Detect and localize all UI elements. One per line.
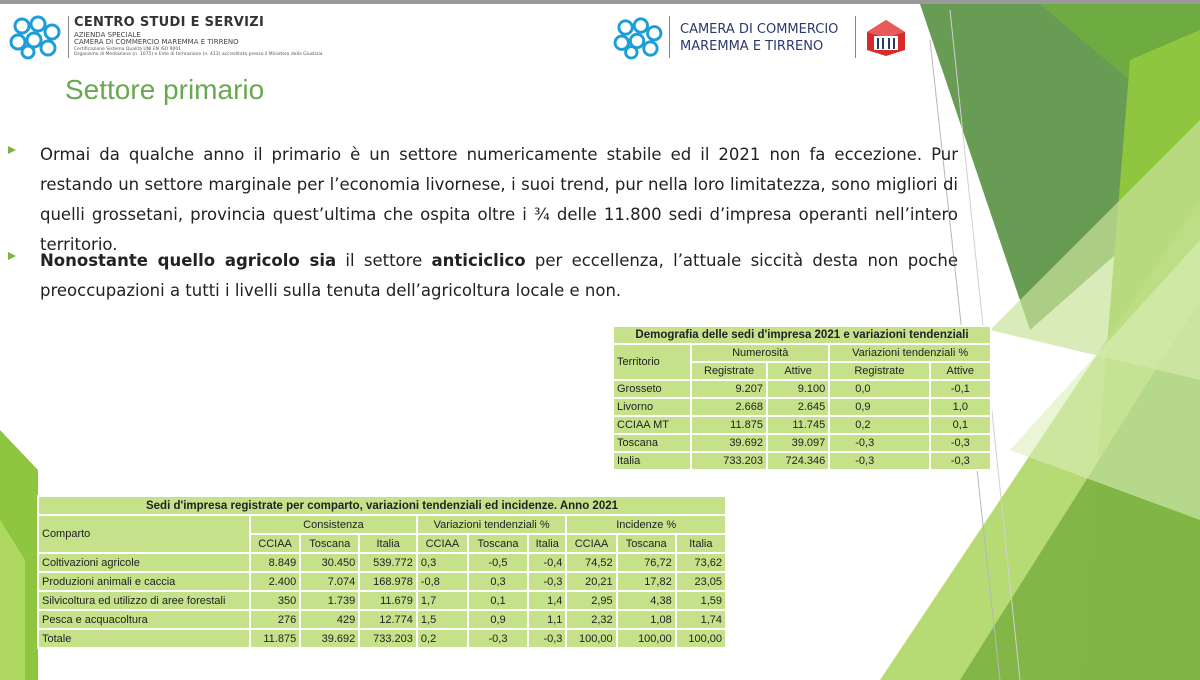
cell-value: 1.739	[300, 591, 359, 610]
cell-value: -0,8	[417, 572, 468, 591]
cell-value: 4,38	[617, 591, 676, 610]
group-header-numerosita: Numerosità	[691, 344, 829, 362]
cell-value: 11.875	[250, 629, 300, 648]
camera-commercio-logo	[612, 14, 912, 62]
subheader-italia: Italia	[676, 534, 726, 553]
cell-value: 1,0	[930, 398, 991, 416]
cell-value: 39.692	[691, 434, 767, 452]
cell-value: 9.100	[767, 380, 829, 398]
centro-studi-line4: Organismo di Mediazione (n. 1075) e Ente di formazione (n. 413) accreditato presso il Ministero della Giustizia	[74, 52, 323, 57]
table-row	[613, 416, 991, 434]
table-row	[38, 553, 726, 572]
cell-value: 73,62	[676, 553, 726, 572]
slide-title: Settore primario	[65, 74, 265, 105]
cell-value: 11.745	[767, 416, 829, 434]
cell-value: 429	[300, 610, 359, 629]
cell-value: 2.400	[250, 572, 300, 591]
table-row-total	[38, 629, 726, 648]
col-header-comparto: Comparto	[38, 515, 250, 553]
cell-value: 12.774	[359, 610, 417, 629]
subheader-toscana: Toscana	[617, 534, 676, 553]
cell-value: 2.645	[767, 398, 829, 416]
cell-territorio: Grosseto	[613, 380, 691, 398]
cell-value: 733.203	[691, 452, 767, 470]
group-header-variazioni: Variazioni tendenziali %	[417, 515, 567, 534]
table-row	[613, 380, 991, 398]
cell-value: 30.450	[300, 553, 359, 572]
camera-commercio-emblem-icon	[612, 16, 664, 60]
demografia-table	[612, 325, 992, 471]
cell-value: 8.849	[250, 553, 300, 572]
cell-value: 39.692	[300, 629, 359, 648]
sedi-table-caption: Sedi d'impresa registrate per comparto, variazioni tendenziali ed incidenze. Anno 2021	[38, 496, 726, 515]
subheader-italia: Italia	[528, 534, 566, 553]
building-icon	[865, 18, 907, 58]
cell-value: 168.978	[359, 572, 417, 591]
cell-value: 0,2	[829, 416, 929, 434]
cell-value: 11.875	[691, 416, 767, 434]
cell-value: -0,4	[528, 553, 566, 572]
cell-value: 539.772	[359, 553, 417, 572]
cell-value: 1,1	[528, 610, 566, 629]
bullet-arrow-icon	[8, 146, 16, 154]
cell-value: 0,1	[930, 416, 991, 434]
cell-value: -0,3	[528, 629, 566, 648]
cell-value: 100,00	[566, 629, 616, 648]
subheader-registrate: Registrate	[691, 362, 767, 380]
cell-value: 100,00	[676, 629, 726, 648]
centro-studi-logo	[8, 14, 323, 60]
logo-divider	[855, 16, 856, 58]
centro-studi-line2: CAMERA DI COMMERCIO MAREMMA E TIRRENO	[74, 38, 239, 46]
cell-value: -0,3	[829, 452, 929, 470]
cell-value: 1,5	[417, 610, 468, 629]
cell-value: -0,3	[930, 434, 991, 452]
bullet-2-text-1: il settore	[336, 251, 432, 270]
cell-value: -0,3	[930, 452, 991, 470]
bullet-2	[8, 246, 958, 306]
subheader-toscana: Toscana	[468, 534, 528, 553]
group-header-consistenza: Consistenza	[250, 515, 417, 534]
subheader-cciaa: CCIAA	[417, 534, 468, 553]
cell-value: 74,52	[566, 553, 616, 572]
subheader-registrate: Registrate	[829, 362, 929, 380]
cell-value: 724.346	[767, 452, 829, 470]
centro-studi-line1: AZIENDA SPECIALE	[74, 31, 141, 39]
cell-value: 1,74	[676, 610, 726, 629]
cell-value: 76,72	[617, 553, 676, 572]
camera-commercio-name-line1: CAMERA DI COMMERCIO	[680, 22, 839, 37]
cell-value: 39.097	[767, 434, 829, 452]
cell-value: 350	[250, 591, 300, 610]
bullet-2-text	[40, 246, 958, 306]
cell-value: 1,08	[617, 610, 676, 629]
cell-comparto: Totale	[38, 629, 250, 648]
centro-studi-title: CENTRO STUDI E SERVIZI	[74, 15, 265, 30]
cell-territorio: Livorno	[613, 398, 691, 416]
subheader-attive: Attive	[930, 362, 991, 380]
cell-territorio: Italia	[613, 452, 691, 470]
cell-value: 1,7	[417, 591, 468, 610]
bullet-arrow-icon	[8, 252, 16, 260]
cell-value: 11.679	[359, 591, 417, 610]
table-row	[38, 610, 726, 629]
cell-value: 0,9	[468, 610, 528, 629]
logo-divider	[669, 16, 670, 58]
subheader-cciaa: CCIAA	[250, 534, 300, 553]
cell-value: 0,2	[417, 629, 468, 648]
sedi-comparto-table	[37, 495, 727, 649]
camera-commercio-name-line2: MAREMMA E TIRRENO	[680, 39, 824, 54]
cell-value: 7.074	[300, 572, 359, 591]
cell-value: 2,95	[566, 591, 616, 610]
subheader-cciaa: CCIAA	[566, 534, 616, 553]
group-header-incidenze: Incidenze %	[566, 515, 726, 534]
cell-value: 276	[250, 610, 300, 629]
table-row	[613, 452, 991, 470]
cell-value: -0,3	[528, 572, 566, 591]
bullet-1-text: Ormai da qualche anno il primario è un settore numericamente stabile ed il 2021 non fa eccezione. Pur restando un settore marginale per l’economia livornese, i suoi trend, pur nella loro limitatezza, sono migliori di quelli grossetani, provincia quest’ultima che ospita oltre i ¾ delle 11.800 sedi d’impresa operanti nell’intero territorio.	[40, 145, 958, 254]
logo-divider	[68, 16, 69, 58]
cell-value: 100,00	[617, 629, 676, 648]
bullet-2-text-2: per eccellenza, l’attuale siccità desta non poche preoccupazioni a tutti i livelli sulla tenuta dell’agricoltura locale e non.	[40, 251, 958, 300]
table-row	[38, 591, 726, 610]
cell-value: 0,1	[468, 591, 528, 610]
cell-territorio: Toscana	[613, 434, 691, 452]
subheader-attive: Attive	[767, 362, 829, 380]
bullet-1	[8, 140, 958, 260]
cell-value: 1,4	[528, 591, 566, 610]
demografia-table-caption: Demografia delle sedi d'impresa 2021 e variazioni tendenziali	[613, 326, 991, 344]
subheader-italia: Italia	[359, 534, 417, 553]
cell-value: 0,9	[829, 398, 929, 416]
cell-comparto: Produzioni animali e caccia	[38, 572, 250, 591]
cell-value: 9.207	[691, 380, 767, 398]
cell-value: 2,32	[566, 610, 616, 629]
cell-value: 0,3	[468, 572, 528, 591]
bullet-2-bold-1: Nonostante quello agricolo sia	[40, 251, 337, 270]
cell-comparto: Silvicoltura ed utilizzo di aree forestali	[38, 591, 250, 610]
cell-value: 0,3	[417, 553, 468, 572]
col-header-territorio: Territorio	[613, 344, 691, 380]
cell-value: 2.668	[691, 398, 767, 416]
cell-comparto: Pesca e acquacoltura	[38, 610, 250, 629]
centro-studi-emblem-icon	[8, 14, 62, 60]
cell-value: 23,05	[676, 572, 726, 591]
cell-value: -0,5	[468, 553, 528, 572]
subheader-toscana: Toscana	[300, 534, 359, 553]
table-row	[38, 572, 726, 591]
table-row	[613, 434, 991, 452]
cell-value: -0,3	[829, 434, 929, 452]
cell-value: -0,1	[930, 380, 991, 398]
cell-comparto: Coltivazioni agricole	[38, 553, 250, 572]
cell-value: -0,3	[468, 629, 528, 648]
cell-value: 0,0	[829, 380, 929, 398]
cell-value: 17,82	[617, 572, 676, 591]
group-header-variazioni: Variazioni tendenziali %	[829, 344, 991, 362]
centro-studi-line3: Certificazione Sistema Qualità UNI EN ISO 9001	[74, 47, 182, 52]
table-row	[613, 398, 991, 416]
cell-territorio: CCIAA MT	[613, 416, 691, 434]
cell-value: 733.203	[359, 629, 417, 648]
bullet-2-bold-2: anticiclico	[431, 251, 526, 270]
cell-value: 1,59	[676, 591, 726, 610]
cell-value: 20,21	[566, 572, 616, 591]
